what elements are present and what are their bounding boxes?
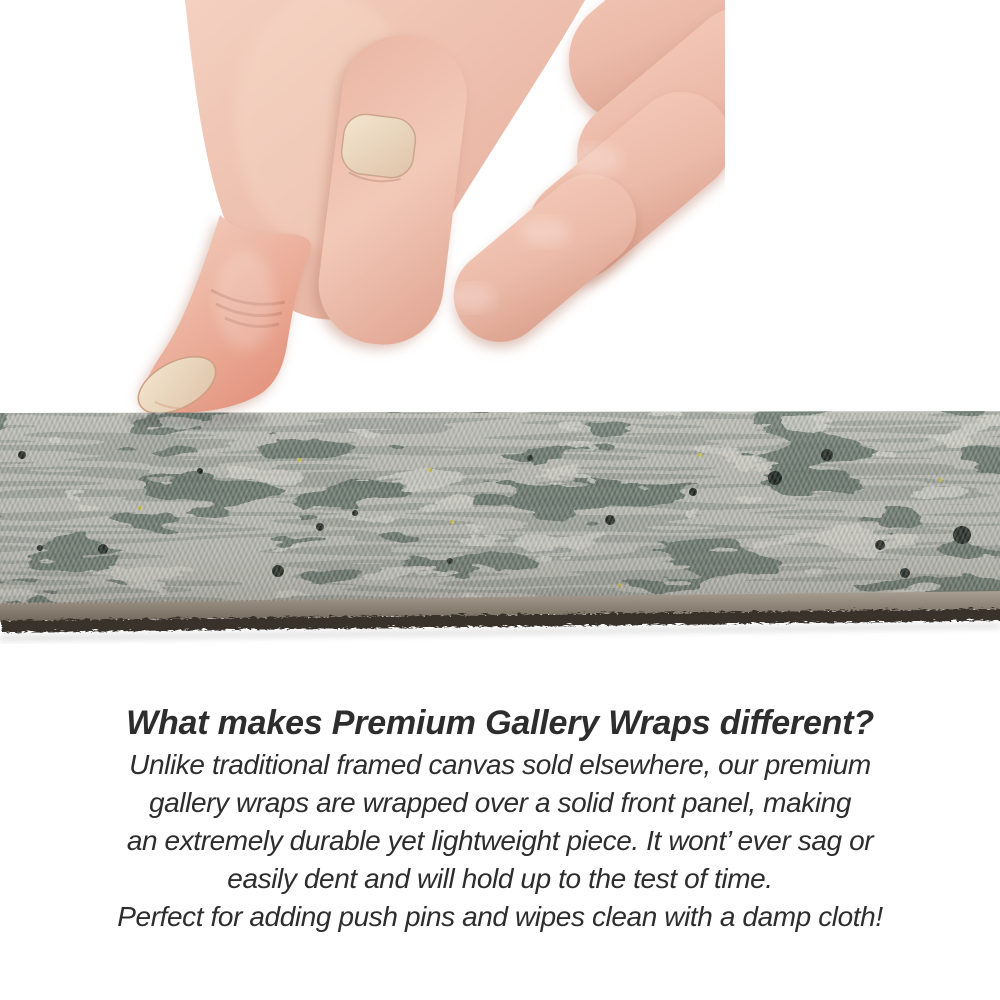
info-heading: What makes Premium Gallery Wraps different? — [126, 704, 874, 742]
canvas-strip — [0, 411, 1000, 651]
thumb — [129, 215, 311, 418]
info-body-line-2: gallery wraps are wrapped over a solid front panel, making — [148, 787, 852, 818]
canvas-texture — [0, 411, 1000, 607]
info-body-line-1: Unlike traditional framed canvas sold elsewhere, our premium — [129, 749, 871, 780]
hand-illustration — [125, 0, 725, 418]
info-body-line-5: Perfect for adding push pins and wipes clean with a damp cloth! — [117, 901, 883, 932]
info-body-line-3: an extremely durable yet lightweight piece. It wont’ ever sag or — [126, 825, 874, 856]
info-body-line-4: easily dent and will hold up to the test of time. — [227, 863, 773, 894]
index-fingernail — [339, 112, 418, 180]
info-text-block — [0, 700, 1000, 936]
